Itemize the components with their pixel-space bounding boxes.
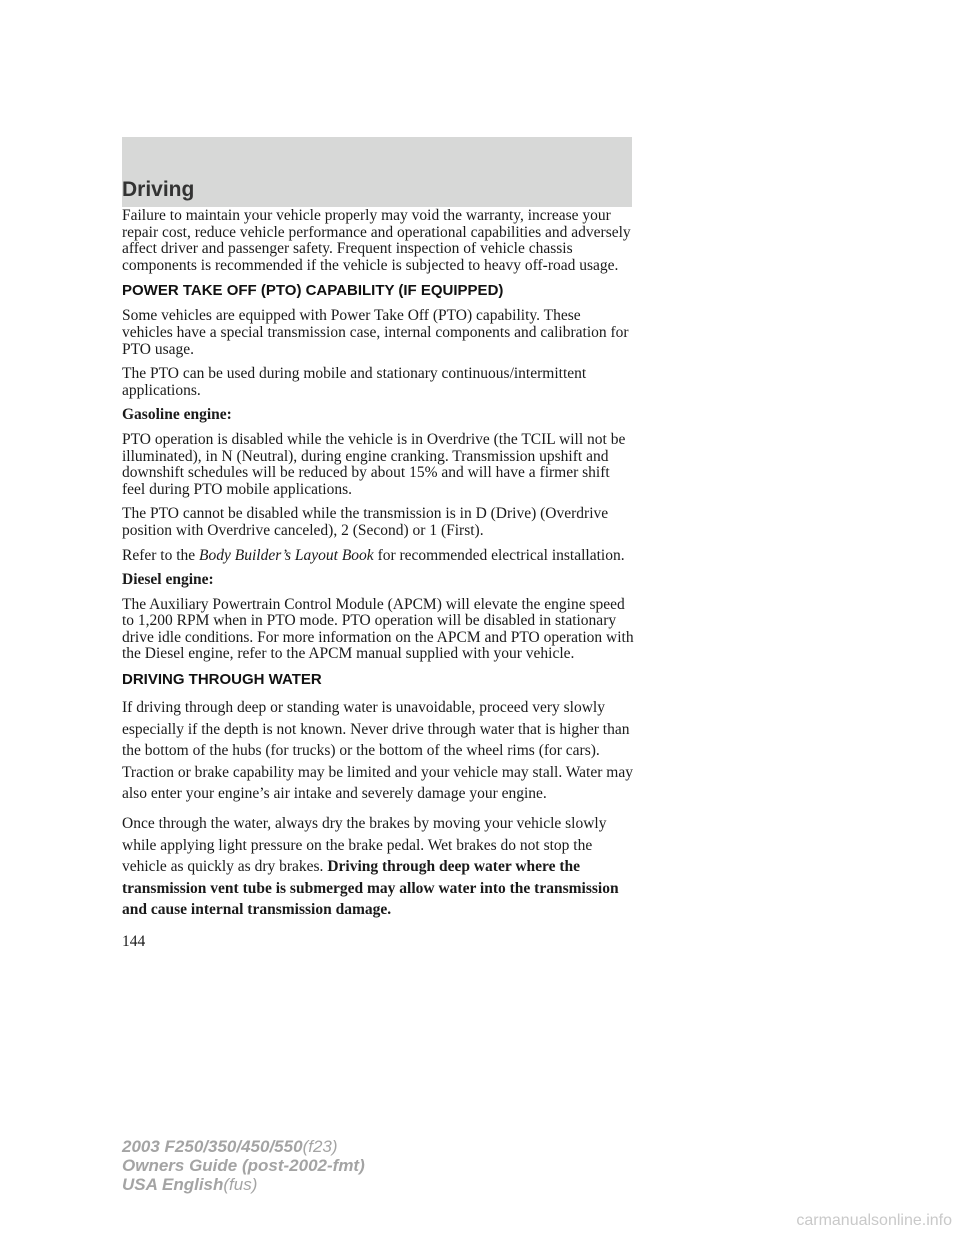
diesel-paragraph: The Auxiliary Powertrain Control Module (APCM) will elevate the engine speed to 1,200 RPM when in PTO mode. PTO operation will be disabled in stationary drive idle conditions. For more information on the APCM and PTO operation with the Diesel engine, refer to the APCM manual supplied with your vehicle. [122,595,634,663]
section-header-band [122,137,632,207]
footer-model: 2003 F250/350/450/550 [122,1137,303,1156]
footer-line-3 [122,1175,365,1194]
section-title: Driving [122,178,195,201]
intro-paragraph: Failure to maintain your vehicle properly may void the warranty, increase your repair cost, reduce vehicle performance and operational capabilities and adversely affect driver and passenger safety. Frequent inspection of vehicle chassis components is recommended if the vehicle is subjected to heavy off-road usage. [122,207,631,274]
page-number: 144 [122,933,146,950]
pto-paragraph-1: Some vehicles are equipped with Power Take Off (PTO) capability. These vehicles have a special transmission case, internal components and calibration for PTO usage. [122,307,629,358]
water-paragraph-2-text: Once through the water, always dry the brakes by moving your vehicle slowly while applying light pressure on the brake pedal. Wet brakes do not stop the vehicle as quickly as dry brakes. [122,815,607,876]
gasoline-engine-heading: Gasoline engine: [122,406,232,424]
gasoline-paragraph-1: PTO operation is disabled while the vehicle is in Overdrive (the TCIL will not be illuminated), in N (Neutral), during engine cranking. Transmission upshift and downshift schedules will be reduced by about 15% and will have a firmer shift feel during PTO mobile applications. [122,430,626,498]
pto-paragraph-2: The PTO can be used during mobile and stationary continuous/intermittent applications. [122,365,587,399]
refer-prefix: Refer to the [122,546,200,564]
footer-language: USA English [122,1175,224,1194]
refer-paragraph [122,548,634,565]
footer-guide: Owners Guide (post-2002-fmt) [122,1156,365,1175]
pto-heading: POWER TAKE OFF (PTO) CAPABILITY (IF EQUIPPED) [122,282,504,300]
site-watermark: carmanualsonline.info [796,1212,952,1229]
water-heading: DRIVING THROUGH WATER [122,671,322,689]
gasoline-paragraph-2: The PTO cannot be disabled while the transmission is in D (Drive) (Overdrive position with Overdrive canceled), 2 (Second) or 1 (First). [122,505,609,539]
water-paragraph-2 [122,813,634,921]
body-builder-book-title: Body Builder’s Layout Book [199,546,374,564]
footer-model-code: (f23) [302,1137,338,1156]
footer-language-code: (fus) [223,1175,258,1194]
diesel-engine-heading: Diesel engine: [122,571,214,589]
transmission-damage-warning: Driving through deep water where the transmission vent tube is submerged may allow water into the transmission and cause internal transmission damage. [122,858,619,919]
water-paragraph-1: If driving through deep or standing water is unavoidable, proceed very slowly especially if the depth is not known. Never drive through water that is higher than the bottom of the hubs (for trucks) or the bottom of the wheel rims (for cars). Traction or brake capability may be limited and your vehicle may stall. Water may also enter your engine’s air intake and severely damage your engine. [122,699,633,803]
footer-line-2 [122,1156,365,1175]
page-content [122,208,634,929]
footer-line-1 [122,1137,365,1156]
document-footer [122,1137,365,1194]
refer-suffix: for recommended electrical installation. [373,546,625,564]
